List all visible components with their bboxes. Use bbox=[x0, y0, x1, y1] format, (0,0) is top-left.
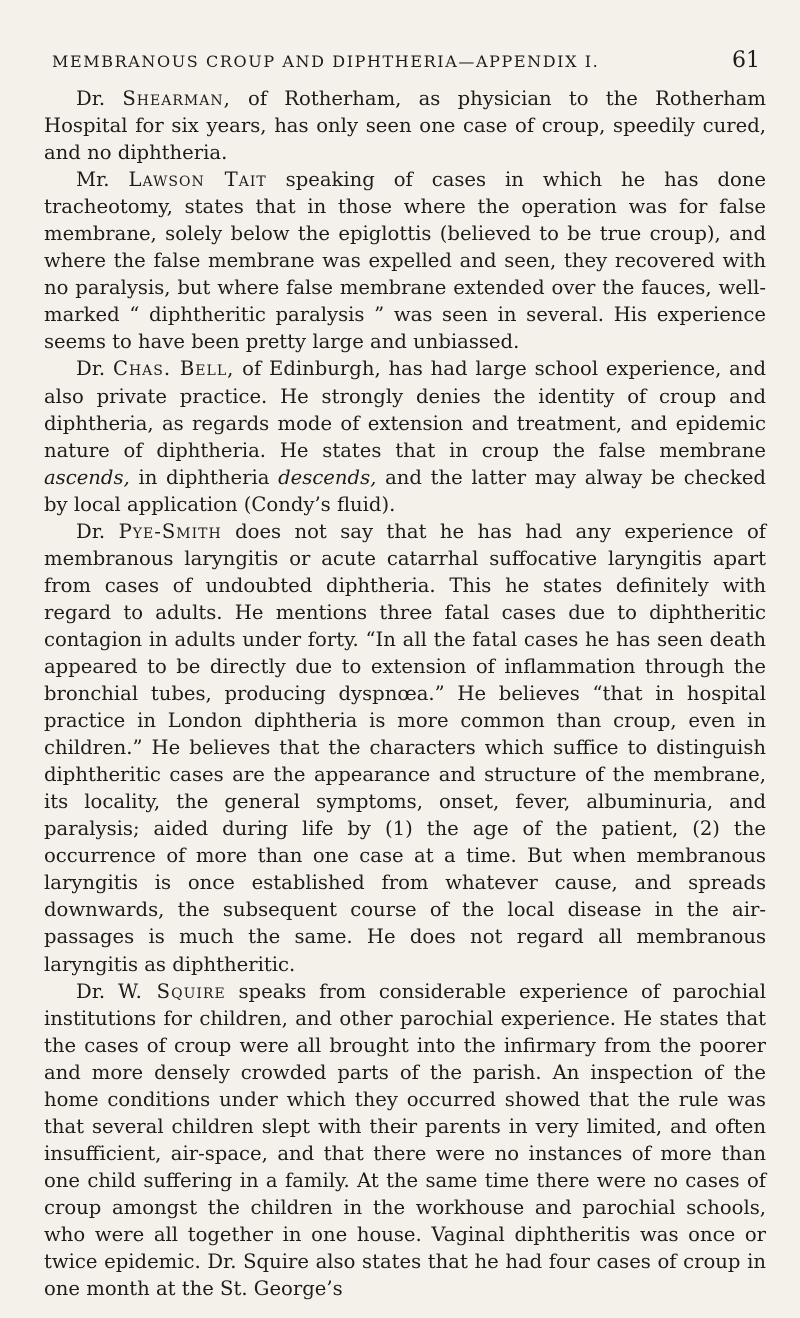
title-prefix: Dr. bbox=[76, 519, 106, 543]
paragraph-shearman bbox=[44, 85, 766, 166]
italic-ascends: ascends, bbox=[44, 465, 130, 489]
running-head-title: MEMBRANOUS CROUP AND DIPHTHERIA—APPENDIX I. bbox=[52, 52, 600, 71]
title-prefix: Mr. bbox=[76, 168, 110, 192]
paragraph-text: in diphtheria bbox=[138, 465, 270, 489]
running-head bbox=[44, 48, 766, 73]
title-prefix: Dr. bbox=[76, 979, 106, 1003]
body-text bbox=[44, 85, 766, 1302]
italic-descends: descends, bbox=[278, 465, 377, 489]
speaker-name: Pye-Smith bbox=[118, 519, 222, 543]
page-number: 61 bbox=[732, 48, 760, 73]
paragraph-lawson-tait bbox=[44, 166, 766, 355]
paragraph-text: speaks from considerable experience of parochial institutions for children, and other parochial experience. He states that the cases of croup were all brought into the infirmary from the poorer and more densely crowded parts of the parish. An inspection of the home conditions under which they occurred showed that the rule was that several children slept with their parents in very limited, and often insufficient, air-space, and that there were no instances of more than one child suffering in a family. At the same time there were no cases of croup amongst the children in the workhouse and parochial schools, who were all together in one house. Vaginal diphtheritis was once or twice epidemic. Dr. Squire also states that he had four cases of croup in one month at the St. George’s bbox=[44, 979, 766, 1301]
title-prefix: Dr. bbox=[76, 357, 106, 381]
paragraph-text: of Rotherham, as physician to the Rotherham Hospital for six years, has only seen one case of croup, speedily cured, and no diphtheria. bbox=[44, 87, 766, 165]
paragraph-text: and the latter may alway be checked by local application (Condy’s fluid). bbox=[44, 465, 766, 516]
title-prefix: Dr. bbox=[76, 87, 106, 110]
speaker-name: Shearman, bbox=[122, 87, 231, 110]
paragraph-text: of Edinburgh, has had large school experience, and also private practice. He strongly denies the identity of croup and diphtheria, as regards mode of extension and treatment, and epidemic nature of diphtheria. He states that in croup the false membrane bbox=[44, 357, 766, 462]
paragraph-bell bbox=[44, 355, 766, 517]
paragraph-text: speaking of cases in which he has done tracheotomy, states that in those where the operation was for false membrane, solely below the epiglottis (believed to be true croup), and where the false membrane was expelled and seen, they recovered with no paralysis, but where false membrane extended over the fauces, well-marked “ diphtheritic paralysis ” was seen in several. His experience seems to have been pretty large and unbiassed. bbox=[44, 168, 766, 354]
paragraph-squire bbox=[44, 978, 766, 1303]
paragraph-pye-smith bbox=[44, 518, 766, 978]
speaker-name: W. Squire bbox=[117, 979, 226, 1003]
speaker-name: Lawson Tait bbox=[128, 168, 267, 192]
paragraph-text: does not say that he has had any experience of membranous laryngitis or acute catarrhal suffocative laryngitis apart from cases of undoubted diphtheria. This he states definitely with regard to adults. He mentions three fatal cases due to diphtheritic contagion in adults under forty. “In all the fatal cases he has seen death appeared to be directly due to extension of inflammation through the bronchial tubes, producing dyspnœa.” He believes “that in hospital practice in London diphtheria is more common than croup, even in children.” He believes that the characters which suffice to distinguish diphtheritic cases are the appearance and structure of the membrane, its locality, the general symptoms, onset, fever, albuminuria, and paralysis; aided during life by (1) the age of the patient, (2) the occurrence of more than one case at a time. But when membranous laryngitis is once established from whatever cause, and spreads downwards, the subsequent course of the local disease in the air-passages is much the same. He does not regard all membranous laryngitis as diphtheritic. bbox=[44, 519, 766, 976]
speaker-name: Chas. Bell, bbox=[112, 357, 235, 381]
book-page bbox=[44, 48, 766, 1302]
